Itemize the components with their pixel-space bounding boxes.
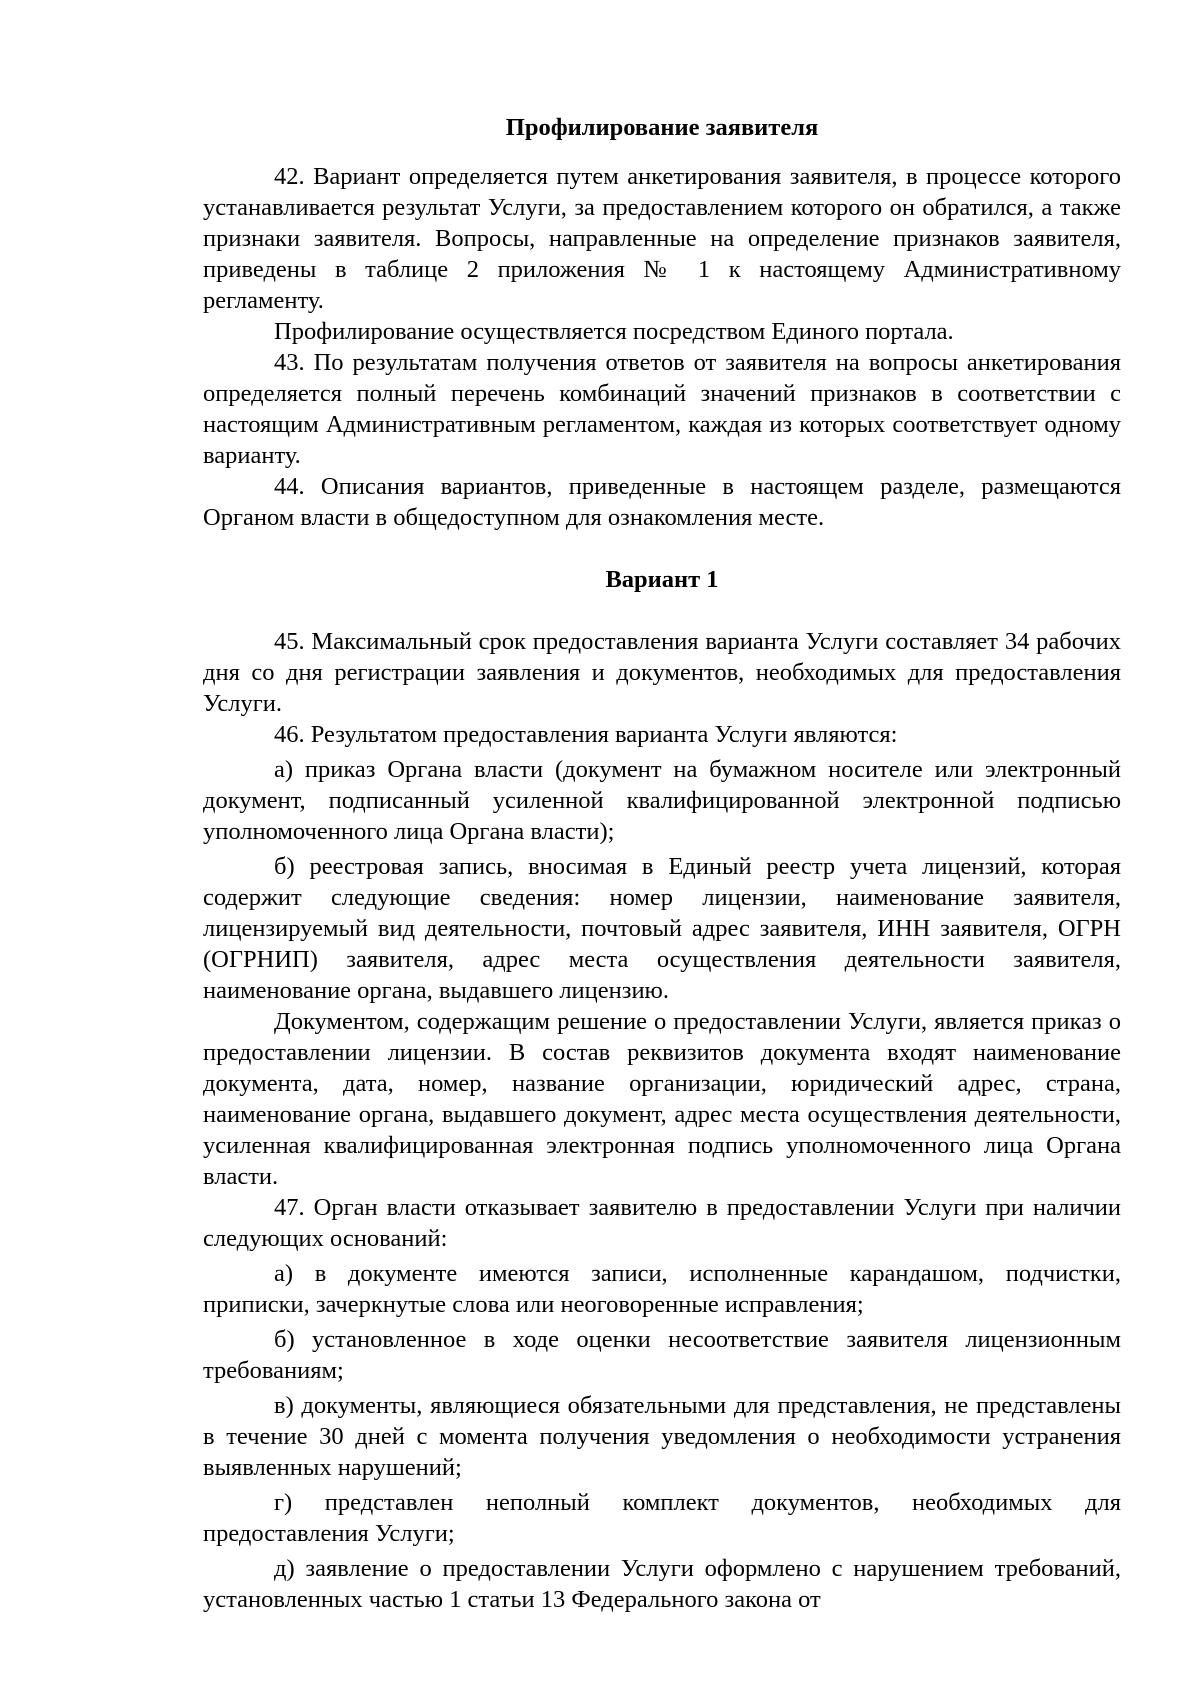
item-47-d: д) заявление о предоставлении Услуги оформлено с нарушением требований, установленных частью 1 статьи 13 Федерального закона от	[203, 1555, 1121, 1613]
variant-title: Вариант 1	[605, 566, 719, 593]
item-46-a: а) приказ Органа власти (документ на бумажном носителе или электронный документ, подписанный усиленной квалифицированной электронной подписью уполномоченного лица Органа власти);	[203, 756, 1121, 845]
paragraph-46: 46. Результатом предоставления варианта Услуги являются:	[274, 721, 898, 748]
paragraph-profiling: Профилирование осуществляется посредством Единого портала.	[274, 318, 954, 345]
item-46-b: б) реестровая запись, вносимая в Единый реестр учета лицензий, которая содержит следующие сведения: номер лицензии, наименование заявителя, лицензируемый вид деятельности, почтовый адрес заявителя, ИНН заявителя, ОГРН (ОГРНИП) заявителя, адрес места осуществления деятельности заявителя, наименование органа, выдавшего лицензию.	[203, 853, 1121, 1004]
item-47-b: б) установленное в ходе оценки несоответствие заявителя лицензионным требованиям;	[203, 1326, 1121, 1384]
item-47-v: в) документы, являющиеся обязательными для представления, не представлены в течение 30 дней с момента получения уведомления о необходимости устранения выявленных нарушений;	[203, 1392, 1121, 1481]
paragraph-44: 44. Описания вариантов, приведенные в настоящем разделе, размещаются Органом власти в общедоступном для ознакомления месте.	[203, 473, 1121, 531]
paragraph-45: 45. Максимальный срок предоставления варианта Услуги составляет 34 рабочих дня со дня регистрации заявления и документов, необходимых для предоставления Услуги.	[203, 628, 1121, 717]
item-47-a: а) в документе имеются записи, исполненные карандашом, подчистки, приписки, зачеркнутые слова или неоговоренные исправления;	[203, 1260, 1121, 1318]
item-47-g: г) представлен неполный комплект документов, необходимых для предоставления Услуги;	[203, 1489, 1121, 1547]
section-title: Профилирование заявителя	[505, 114, 819, 141]
paragraph-42: 42. Вариант определяется путем анкетирования заявителя, в процессе которого устанавливается результат Услуги, за предоставлением которого он обратился, а также признаки заявителя. Вопросы, направленные на определение признаков заявителя, приведены в таблице 2 приложения № 1 к настоящему Административному регламенту.	[203, 163, 1121, 314]
paragraph-47: 47. Орган власти отказывает заявителю в предоставлении Услуги при наличии следующих оснований:	[203, 1194, 1121, 1252]
document-page	[203, 112, 1121, 1615]
paragraph-decision-document: Документом, содержащим решение о предоставлении Услуги, является приказ о предоставлении лицензии. В состав реквизитов документа входят наименование документа, дата, номер, название организации, юридический адрес, страна, наименование органа, выдавшего документ, адрес места осуществления деятельности, усиленная квалифицированная электронная подпись уполномоченного лица Органа власти.	[203, 1008, 1121, 1190]
paragraph-43: 43. По результатам получения ответов от заявителя на вопросы анкетирования определяется полный перечень комбинаций значений признаков в соответствии с настоящим Административным регламентом, каждая из которых соответствует одному варианту.	[203, 349, 1121, 469]
